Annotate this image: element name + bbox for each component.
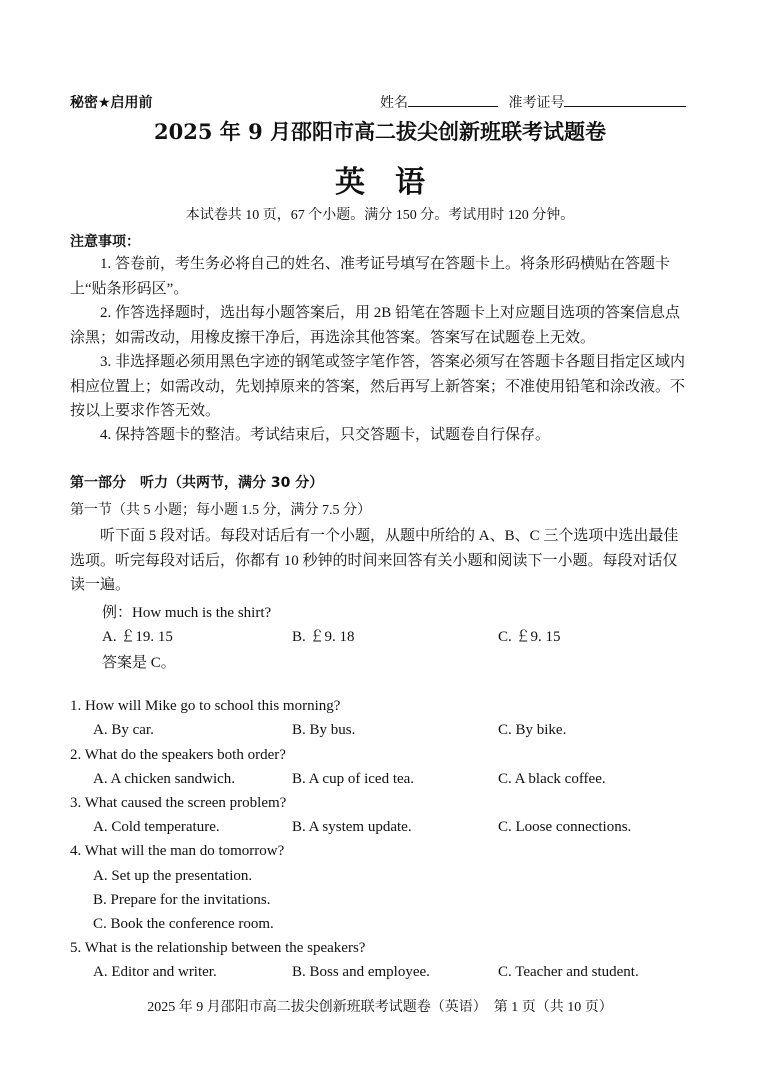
subject-title: 英 语 (335, 165, 425, 200)
question-4: 4. What will the man do tomorrow? (70, 843, 285, 859)
q4-option-c: C. Book the conference room. (93, 916, 274, 932)
listening-instructions: 听下面 5 段对话。每段对话后有一个小题，从题中所给的 A、B、C 三个选项中选出最佳选项。听完每段对话后，你都有 10 秒钟的时间来回答有关小题和阅读下一小题。每段对话仅读一遍。 (70, 528, 679, 593)
q4-option-b: B. Prepare for the invitations. (93, 892, 271, 908)
q5-option-b: B. Boss and employee. (292, 964, 430, 980)
notes-heading: 注意事项： (70, 234, 140, 250)
example-option-a: A. ￡19. 15 (102, 629, 173, 645)
question-2: 2. What do the speakers both order? (70, 747, 286, 763)
q3-option-a: A. Cold temperature. (93, 819, 220, 835)
question-5: 5. What is the relationship between the speakers? (70, 940, 366, 956)
q4-option-a: A. Set up the presentation. (93, 868, 253, 884)
question-3: 3. What caused the screen problem? (70, 795, 287, 811)
example-option-c: C. ￡9. 15 (498, 629, 561, 645)
q1-option-c: C. By bike. (498, 722, 567, 738)
q2-option-a: A. A chicken sandwich. (93, 771, 236, 787)
page-footer: 2025 年 9 月邵阳市高二拔尖创新班联考试题卷（英语） 第 1 页（共 10 页） (147, 1000, 613, 1015)
q3-option-b: B. A system update. (292, 819, 412, 835)
exam-id-blank (564, 92, 686, 107)
name-blank (408, 92, 498, 107)
q2-option-b: B. A cup of iced tea. (292, 771, 415, 787)
q5-option-c: C. Teacher and student. (498, 964, 639, 980)
question-1: 1. How will Mike go to school this morning? (70, 698, 341, 714)
note-item-3: 3. 非选择题必须用黑色字迹的钢笔或签字笔作答，答案必须写在答题卡各题目指定区域内相应位置上；如需改动，先划掉原来的答案，然后再写上新答案；不准使用铅笔和涂改液。不按以上要求作答无效。 (70, 354, 686, 419)
q5-option-a: A. Editor and writer. (93, 964, 217, 980)
name-label: 姓名 (380, 95, 408, 111)
confidential-label: 秘密★启用前 (70, 95, 153, 111)
note-item-2: 2. 作答选择题时，选出每小题答案后，用 2B 铅笔在答题卡上对应题目选项的答案信息点涂黑；如需改动，用橡皮擦干净后，再选涂其他答案。答案写在试题卷上无效。 (70, 305, 681, 346)
name-field (380, 92, 686, 112)
q2-option-c: C. A black coffee. (498, 771, 606, 787)
example-answer: 答案是 C。 (102, 655, 176, 671)
exam-intro: 本试卷共 10 页，67 个小题。满分 150 分。考试用时 120 分钟。 (185, 208, 575, 223)
example-option-b: B. ￡9. 18 (292, 629, 355, 645)
q1-option-a: A. By car. (93, 722, 154, 738)
part1-heading: 第一部分 听力（共两节，满分 30 分） (70, 475, 324, 491)
section1-heading: 第一节（共 5 小题；每小题 1.5 分，满分 7.5 分） (70, 503, 371, 518)
exam-title: 2025 年 9 月邵阳市高二拔尖创新班联考试题卷 (154, 119, 606, 144)
exam-id-label: 准考证号 (508, 95, 565, 111)
note-item-1: 1. 答卷前，考生务必将自己的姓名、准考证号填写在答题卡上。将条形码横贴在答题卡上“贴条形码区”。 (70, 256, 671, 297)
example-question: 例：How much is the shirt? (102, 605, 272, 621)
note-item-4: 4. 保持答题卡的整洁。考试结束后，只交答题卡，试题卷自行保存。 (100, 427, 551, 443)
q1-option-b: B. By bus. (292, 722, 356, 738)
q3-option-c: C. Loose connections. (498, 819, 632, 835)
